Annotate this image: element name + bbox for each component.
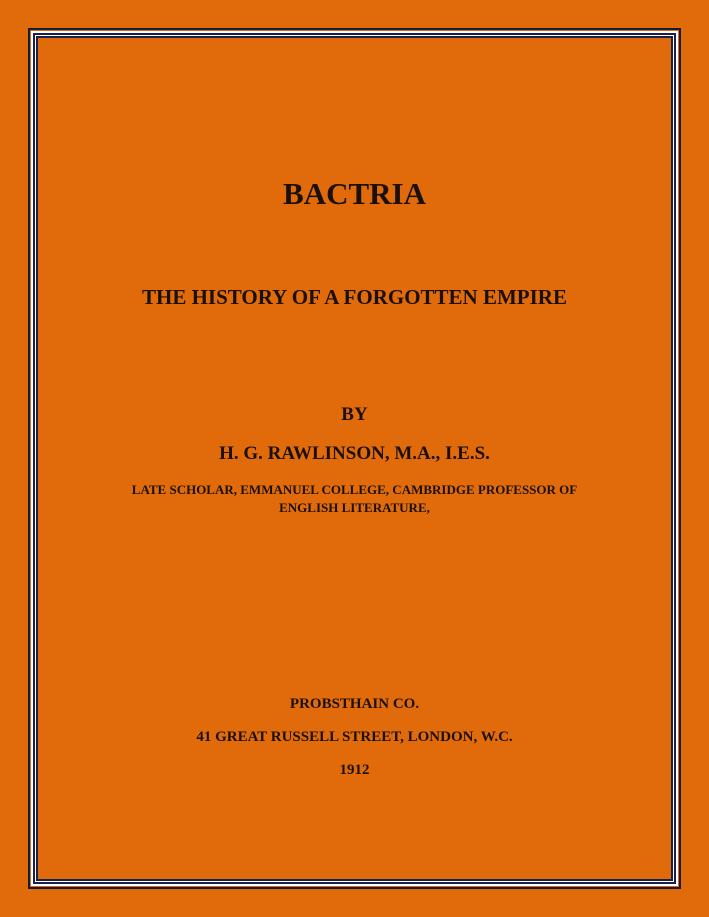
author-name: H. G. RAWLINSON, M.A., I.E.S. (219, 443, 490, 464)
by-line: BY (341, 404, 368, 425)
author-credentials: LATE SCHOLAR, EMMANUEL COLLEGE, CAMBRIDGE PROFESSOR OF ENGLISH LITERATURE, (131, 482, 578, 515)
book-subtitle: THE HISTORY OF A FORGOTTEN EMPIRE (142, 285, 567, 309)
publication-year: 1912 (339, 762, 370, 778)
publisher-address: 41 GREAT RUSSELL STREET, LONDON, W.C. (196, 729, 513, 745)
publisher-name: PROBSTHAIN CO. (289, 696, 420, 712)
book-title: BACTRIA (283, 176, 426, 211)
